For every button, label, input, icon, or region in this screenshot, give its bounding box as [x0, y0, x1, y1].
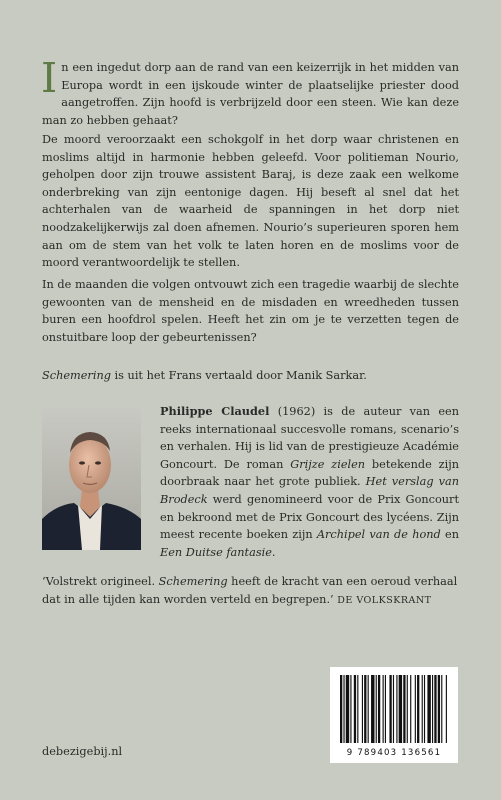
author-photo [42, 407, 141, 550]
barcode-bar [410, 675, 411, 743]
author-book-title-2: Het verslag van Brodeck [160, 475, 460, 506]
barcode-bar [403, 675, 405, 743]
barcode-bar [371, 675, 374, 743]
isbn-barcode [330, 667, 458, 763]
review-source: DE VOLKSKRANT [337, 594, 432, 606]
barcode-bar [407, 675, 408, 743]
barcode-bar [362, 675, 363, 743]
barcode-bar [422, 675, 423, 743]
blurb-paragraph-2: De moord veroorzaakt een schokgolf in het dorp waar christenen en moslims altijd in harmonie hebben geleefd. Voor politieman Nourio, geholpen door zijn trouwe assistent Baraj, is deze zaak een welkome onderbreking van zijn eentonige dagen. Hij beseft al snel dat het achterhalen van de waarheid de spanningen in het dorp niet noodzakelijkerwijs zal doen afnemen. Nourio’s superieuren sporen hem aan om de stem van het volk te laten horen en de moslims voor de moord verantwoordelijk te stellen. [42, 133, 459, 270]
translation-book-title: Schemering [42, 369, 111, 382]
barcode-bar [399, 675, 402, 743]
review-quote-text-1: ‘Volstrekt origineel. [42, 575, 159, 588]
barcode-bar [354, 675, 356, 743]
isbn-number: 9 789403 136561 [346, 748, 442, 758]
barcode-bar [383, 675, 384, 743]
barcode-bar [346, 675, 349, 743]
author-book-title-4: Een Duitse fantasie [160, 545, 272, 559]
author-book-title-3: Archipel van de hond [316, 528, 441, 542]
blurb-paragraph-1 [41, 54, 459, 129]
barcode-bar [415, 675, 416, 743]
translation-note-text: is uit het Frans vertaald door Manik Sarkar. [110, 369, 367, 382]
barcode-bar [357, 675, 358, 743]
barcode-bar [424, 675, 425, 743]
barcode-bar [343, 675, 344, 743]
author-bio [160, 403, 459, 561]
barcode-bar [350, 675, 351, 743]
barcode-bar [417, 675, 419, 743]
author-bio-text-1: (1962) is de auteur van een reeks internationaal succesvolle romans, scenario’s en verhalen. Hij is lid van de prestigieuze Académie Goncourt. De roman [160, 405, 460, 471]
author-bio-text-4: en [440, 528, 459, 542]
barcode-bar [446, 675, 447, 743]
review-quote [42, 573, 459, 609]
author-name: Philippe Claudel [160, 404, 270, 418]
author-bio-text-3: werd genomineerd voor de Prix Goncourt en bekroond met de Prix Goncourt des lycéens. Zijn meest recente boeken zijn [160, 492, 459, 542]
barcode-bar [385, 675, 386, 743]
barcode-bar [432, 675, 433, 743]
barcode-bar [441, 675, 442, 743]
author-bio-text-5: . [271, 545, 276, 559]
barcode-bar [378, 675, 380, 743]
barcode-bar [368, 675, 369, 743]
barcode-bar [427, 675, 430, 743]
drop-cap: I [41, 54, 58, 102]
author-book-title-1: Grijze zielen [290, 457, 366, 471]
author-portrait-image [42, 407, 141, 550]
barcode-bar [364, 675, 366, 743]
blurb-paragraph-3: In de maanden die volgen ontvouwt zich een tragedie waarbij de slechte gewoonten van de mensheid en de misdaden en wreedheden tussen buren een hoofdrol spelen. Heeft het zin om je te verzetten tegen de onstuitbare loop der gebeurtenissen? [42, 278, 459, 344]
author-bio-text-2: betekende zijn doorbraak naar het grote publiek. [160, 457, 459, 489]
blurb-paragraph-1-text: n een ingedut dorp aan de rand van een keizerrijk in het midden van Europa wordt in een ijskoude winter de plaatselijke priester dood aangetroffen. Zijn hoofd is verbrijzeld door een steen. Wie kan deze man zo hebben gehaat? [42, 61, 459, 127]
barcode-bar [434, 675, 436, 743]
barcode-bar [396, 675, 397, 743]
barcode-bar [389, 675, 391, 743]
barcode-bar [376, 675, 377, 743]
barcode-bar [393, 675, 394, 743]
translation-note [42, 367, 459, 385]
barcode-bar [340, 675, 342, 743]
review-book-title: Schemering [158, 575, 228, 588]
review-quote-text-2: heeft de kracht van een oeroud verhaal dat in alle tijden kan worden verteld en begrepen.’ [42, 575, 458, 606]
barcode-bar [438, 675, 440, 743]
publisher-website: debezigebij.nl [42, 745, 123, 758]
